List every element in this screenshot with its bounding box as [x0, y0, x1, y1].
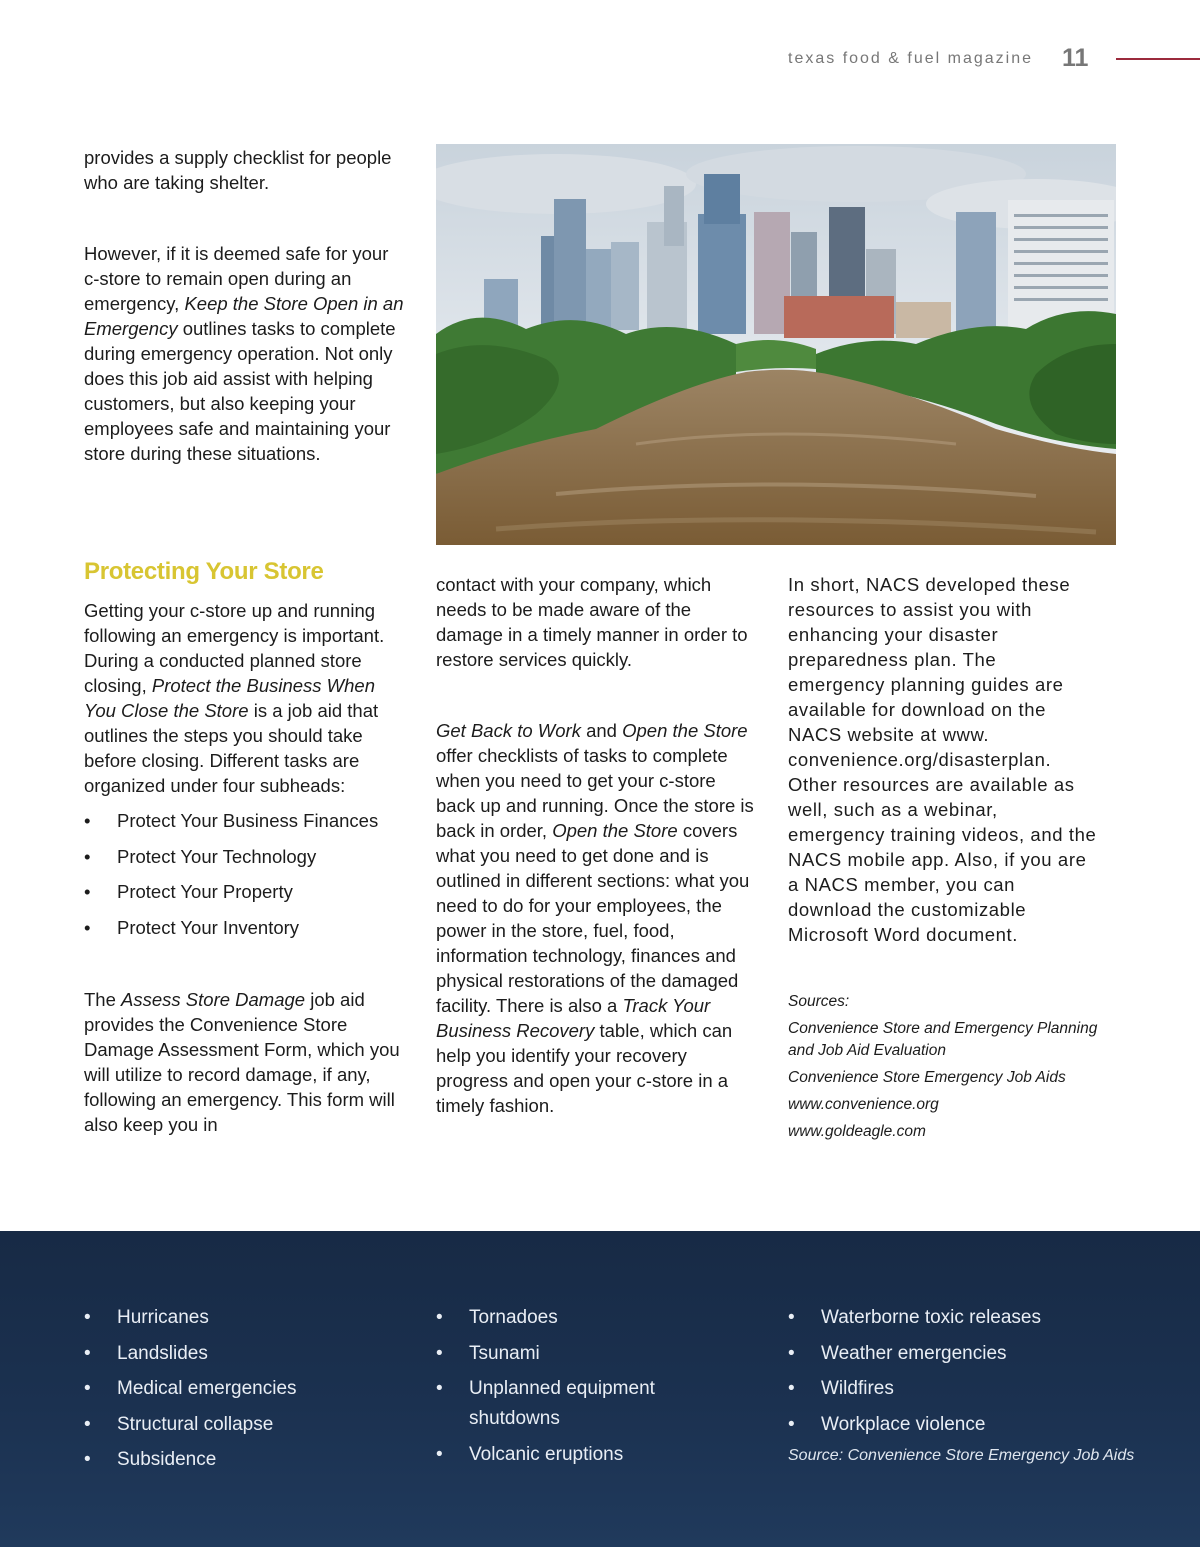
job-aid-title: Get Back to Work	[436, 720, 581, 741]
job-aid-title: Assess Store Damage	[121, 988, 306, 1010]
bullet-icon: •	[84, 1413, 91, 1435]
list-item-label: Unplanned equipment shutdowns	[469, 1378, 655, 1429]
col2-paragraph-2	[436, 718, 756, 1118]
list-item-label: Landslides	[117, 1342, 208, 1364]
col3	[788, 572, 1098, 1143]
job-aid-title: Open the Store	[622, 720, 748, 741]
bullet-icon: •	[788, 1307, 795, 1328]
band-source-note: Source: Convenience Store Emergency Job Aids	[788, 1447, 1135, 1464]
col2	[436, 572, 756, 1118]
list-item-label: Tornadoes	[469, 1307, 558, 1328]
job-aid-title: Keep the Store Open in an Emergency	[84, 293, 404, 339]
text-span: However, if it is deemed safe for your c-store to remain open during an emergency,	[84, 243, 389, 314]
bullet-icon: •	[84, 1307, 91, 1328]
list-item	[84, 1303, 404, 1333]
list-item	[788, 1303, 1148, 1333]
list-item-label: Protect Your Technology	[117, 845, 317, 867]
list-item-label: Structural collapse	[117, 1413, 274, 1435]
source-item: Convenience Store Emergency Job Aids	[788, 1069, 1066, 1086]
sources-label: Sources:	[788, 993, 850, 1010]
col1-paragraph-2	[84, 241, 404, 466]
list-item-label: Weather emergencies	[821, 1342, 1007, 1364]
bullet-icon: •	[84, 810, 91, 831]
section-heading: Protecting Your Store	[84, 558, 324, 585]
list-item-label: Protect Your Inventory	[117, 916, 300, 938]
emergency-list	[84, 1303, 404, 1475]
list-item	[84, 879, 404, 904]
bullet-icon: •	[84, 881, 91, 902]
list-item	[436, 1374, 696, 1434]
text-span: job aid provides the Convenience Store Damage Assessment Form, which you will utilize to record damage, if any, following an emergency. This form will also keep you in	[84, 988, 400, 1135]
list-item	[788, 1339, 1148, 1369]
col1-paragraph-3	[84, 598, 404, 798]
bullet-icon: •	[436, 1443, 443, 1465]
col1-bottom	[84, 598, 404, 1137]
list-item-label: Protect Your Business Finances	[117, 810, 379, 831]
job-aid-title: Protect the Business When You Close the Store	[84, 675, 376, 721]
band-column-3	[788, 1303, 1148, 1445]
list-item-label: Subsidence	[117, 1449, 217, 1470]
text-span: The	[84, 988, 122, 1010]
col1-paragraph-1: provides a supply checklist for people who are taking shelter.	[84, 147, 392, 193]
list-item	[84, 844, 404, 869]
list-item-label: Medical emergencies	[117, 1378, 297, 1399]
bullet-icon: •	[436, 1342, 443, 1364]
source-item: Convenience Store and Emergency Planning and Job Aid Evaluation	[788, 1020, 1098, 1059]
bullet-icon: •	[84, 1378, 91, 1399]
bullet-icon: •	[84, 1342, 91, 1364]
text-span: and	[580, 720, 623, 741]
list-item	[84, 1374, 404, 1404]
list-item	[788, 1410, 1148, 1440]
bullet-icon: •	[84, 1449, 91, 1470]
list-item	[84, 1445, 404, 1475]
source-item: www.convenience.org	[788, 1096, 939, 1113]
list-item-label: Volcanic eruptions	[469, 1443, 624, 1465]
bullet-icon: •	[788, 1378, 795, 1399]
list-item	[84, 1410, 404, 1440]
text-span: offer checklists of tasks to complete when you need to get your c-store back up and running. Once the store is back in order,	[436, 745, 754, 841]
text-span: is a job aid that outlines the steps you should take before closing. Different tasks are organized under four subheads:	[84, 700, 379, 796]
text-span: Getting your c-store up and running following an emergency is important. During a conducted planned store closing,	[84, 600, 385, 696]
list-item-label: Waterborne toxic releases	[821, 1307, 1042, 1328]
flood-skyline-photo	[436, 144, 1116, 545]
list-item-label: Hurricanes	[117, 1307, 209, 1328]
magazine-name: texas food & fuel magazine	[788, 50, 1034, 67]
list-item	[436, 1339, 696, 1369]
bullet-icon: •	[788, 1413, 795, 1435]
col2-paragraph-1: contact with your company, which needs to be made aware of the damage in a timely manner in order to restore services quickly.	[436, 574, 748, 670]
emergency-list	[436, 1303, 696, 1470]
list-item-label: Tsunami	[469, 1342, 540, 1364]
list-item-label: Wildfires	[821, 1378, 894, 1399]
col1-paragraph-4	[84, 987, 404, 1137]
header-rule	[1116, 58, 1200, 60]
list-item	[436, 1303, 696, 1333]
list-item	[436, 1440, 696, 1470]
job-aid-title: Track Your Business Recovery	[436, 995, 711, 1041]
emergency-types-band	[0, 1231, 1200, 1547]
bullet-icon: •	[788, 1342, 795, 1364]
list-item-label: Workplace violence	[821, 1413, 986, 1435]
col1-top	[84, 145, 404, 466]
bullet-icon: •	[84, 845, 91, 867]
subheads-list	[84, 808, 404, 940]
bullet-icon: •	[436, 1378, 443, 1399]
band-column-1	[84, 1303, 404, 1481]
col3-paragraph-1: In short, NACS developed these resources to assist you with enhancing your disaster preparedness plan. The emergency planning guides are available for download on the NACS website at www. convenience.org/disasterplan. Other resources are available as well, such as a webinar, emergency training videos, and the NACS mobile app. Also, if you are a NACS member, you can download the customizable Microsoft Word document.	[788, 574, 1097, 945]
text-span: outlines tasks to complete during emergency operation. Not only does this job aid assist with helping customers, but also keeping your employees safe and maintaining your store during these situations.	[84, 318, 396, 464]
list-item	[788, 1374, 1148, 1404]
bullet-icon: •	[436, 1307, 443, 1328]
list-item	[84, 1339, 404, 1369]
list-item	[84, 808, 404, 833]
text-span: table, which can help you identify your recovery progress and open your c-store in a timely fashion.	[436, 1020, 733, 1116]
bullet-icon: •	[84, 916, 91, 938]
list-item	[84, 915, 404, 940]
emergency-list	[788, 1303, 1148, 1440]
page-number: 11	[1062, 44, 1089, 72]
text-span: covers what you need to get done and is outlined in different sections: what you need to do for your employees, the power in the store, fuel, food, information technology, finances and physical restorations of the damaged facility. There is also a	[436, 820, 750, 1016]
list-item-label: Protect Your Property	[117, 881, 293, 902]
job-aid-title: Open the Store	[552, 820, 678, 841]
source-item: www.goldeagle.com	[788, 1123, 926, 1140]
band-column-2	[436, 1303, 696, 1475]
sources-block	[788, 991, 1098, 1143]
